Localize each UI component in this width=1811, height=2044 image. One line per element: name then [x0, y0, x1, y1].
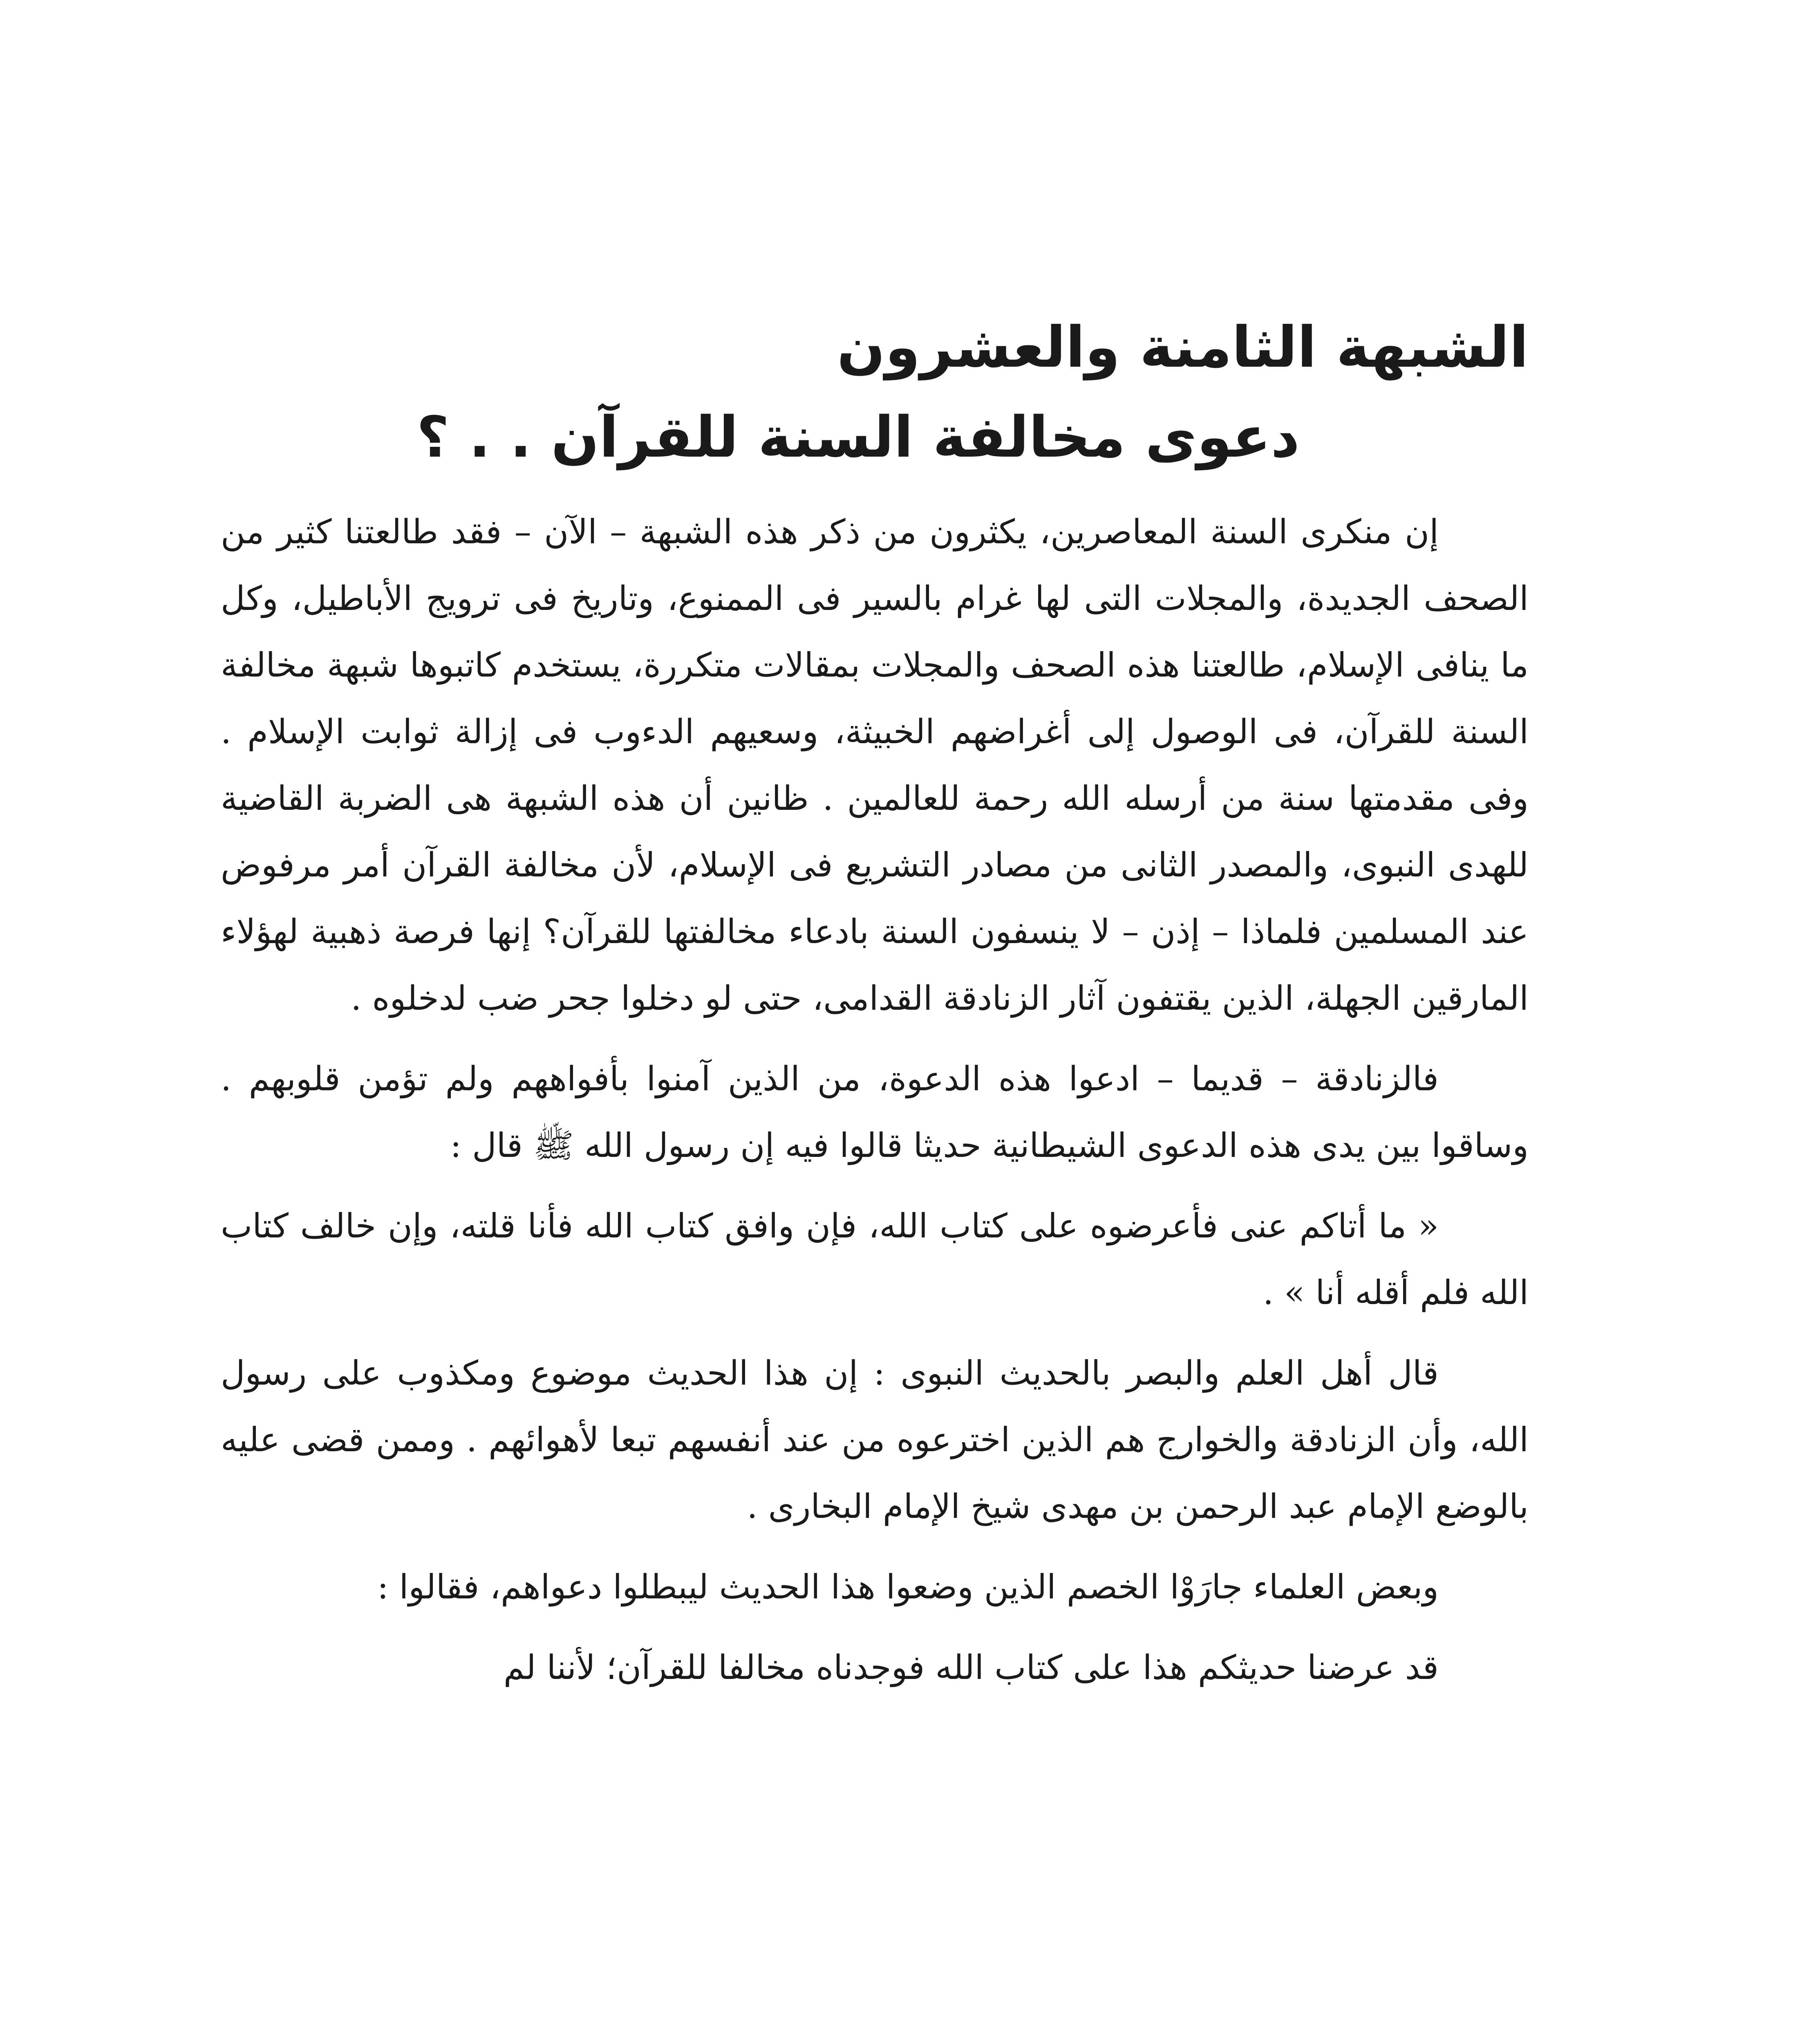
- chapter-heading: [221, 303, 1529, 482]
- chapter-title: الشبهة الثامنة والعشرون: [837, 314, 1529, 380]
- body-text: [221, 499, 1529, 1715]
- paragraph: وبعض العلماء جارَوْا الخصم الذين وضعوا هذا الحديث ليبطلوا دعواهم، فقالوا :: [377, 1568, 1439, 1607]
- chapter-subtitle: دعوى مخالفة السنة للقرآن . . ؟: [416, 404, 1300, 470]
- paragraph: قد عرضنا حديثكم هذا على كتاب الله فوجدناه مخالفا للقرآن؛ لأننا لم: [503, 1648, 1439, 1687]
- paragraph: فالزنادقة – قديما – ادعوا هذه الدعوة، من الذين آمنوا بأفواههم ولم تؤمن قلوبهم . وساقوا بين يدى هذه الدعوى الشيطانية حديثا قالوا فيه إن رسول الله ﷺ قال :: [221, 1060, 1529, 1165]
- paragraph: قال أهل العلم والبصر بالحديث النبوى : إن هذا الحديث موضوع ومكذوب على رسول الله، وأن الزنادقة والخوارج هم الذين اخترعوه من عند أنفسهم تبعا لأهوائهم . وممن قضى عليه بالوضع الإمام عبد الرحمن بن مهدى شيخ الإمام البخارى .: [221, 1354, 1529, 1526]
- hadith-quote: « ما أتاكم عنى فأعرضوه على كتاب الله، فإن وافق كتاب الله فأنا قلته، وإن خالف كتاب الله فلم أقله أنا » .: [221, 1207, 1529, 1312]
- paragraph: إن منكرى السنة المعاصرين، يكثرون من ذكر هذه الشبهة – الآن – فقد طالعتنا كثير من الصحف الجديدة، والمجلات التى لها غرام بالسير فى الممنوع، وتاريخ فى ترويج الأباطيل، وكل ما ينافى الإسلام، طالعتنا هذه الصحف والمجلات بمقالات متكررة، يستخدم كاتبوها شبهة مخالفة السنة للقرآن، فى الوصول إلى أغراضهم الخبيثة، وسعيهم الدءوب فى إزالة ثوابت الإسلام . وفى مقدمتها سنة من أرسله الله رحمة للعالمين . ظانين أن هذه الشبهة هى الضربة القاضية للهدى النبوى، والمصدر الثانى من مصادر التشريع فى الإسلام، لأن مخالفة القرآن أمر مرفوض عند المسلمين فلماذا – إذن – لا ينسفون السنة بادعاء مخالفتها للقرآن؟ إنها فرصة ذهبية لهؤلاء المارقين الجهلة، الذين يقتفون آثار الزنادقة القدامى، حتى لو دخلوا جحر ضب لدخلوه .: [221, 513, 1529, 1018]
